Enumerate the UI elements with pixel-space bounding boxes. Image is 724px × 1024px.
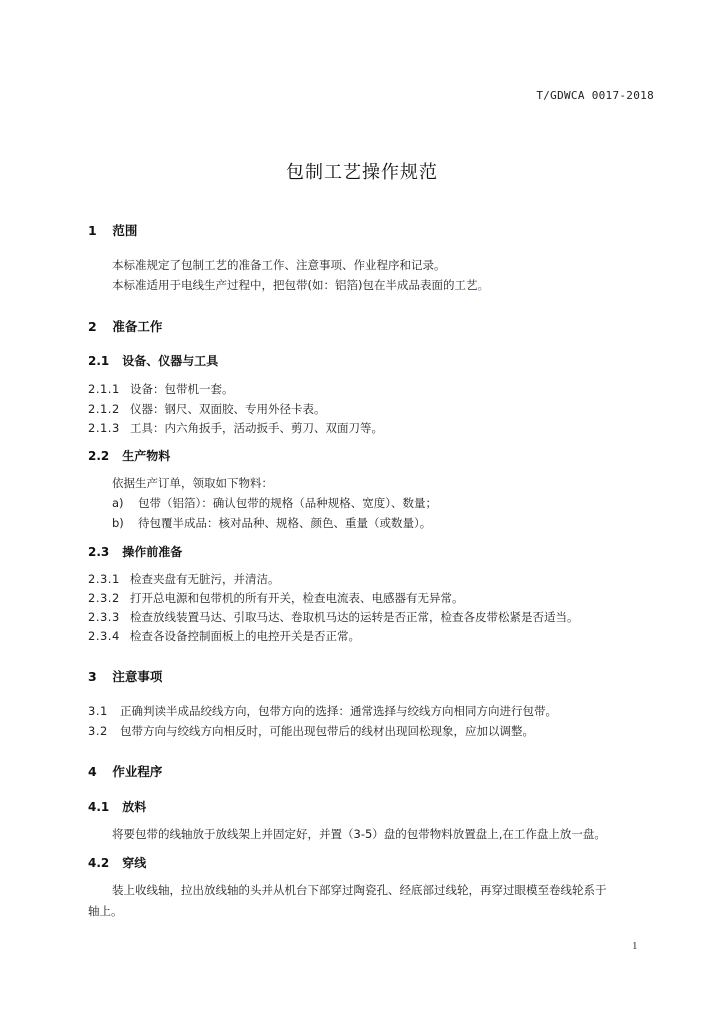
- section-number: 1: [88, 223, 97, 238]
- item-number: 3.2: [88, 724, 108, 738]
- list-item: [88, 420, 383, 436]
- document-id: T/GDWCA 0017-2018: [536, 89, 654, 102]
- section-1-heading: [88, 221, 137, 239]
- section-number: 2.1: [88, 354, 110, 368]
- list-item: [88, 609, 579, 625]
- section-1-paragraph-1: 本标准规定了包制工艺的准备工作、注意事项、作业程序和记录。: [112, 258, 446, 272]
- paragraph-text: 本标准适用于电线生产过程中，把包带(如：铝箔)包在半成品表面的工艺: [112, 278, 478, 292]
- paragraph-end-mark: 。: [477, 278, 489, 292]
- section-title: 注意事项: [112, 669, 163, 684]
- item-text: 工具：内六角扳手，活动扳手、剪刀、双面刀等。: [130, 421, 383, 435]
- section-2-heading: [88, 317, 162, 335]
- section-4-1-paragraph: 将要包带的线轴放于放线架上并固定好，并置（3-5）盘的包带物料放置盘上,在工作盘上放一盘。: [112, 827, 606, 841]
- section-4-1-heading: [88, 798, 146, 815]
- item-number: 3.1: [88, 704, 108, 718]
- document-title: 包制工艺操作规范: [286, 162, 438, 183]
- list-item: [88, 590, 464, 606]
- list-item: [88, 628, 360, 644]
- list-item: [112, 515, 431, 531]
- list-item: [88, 571, 280, 587]
- section-title: 范围: [112, 223, 138, 238]
- section-title: 设备、仪器与工具: [122, 354, 219, 368]
- section-number: 4.1: [88, 800, 110, 814]
- section-title: 准备工作: [112, 319, 163, 334]
- item-number: 2.1.1: [88, 382, 120, 396]
- item-text: 正确判读半成品绞线方向，包带方向的选择：通常选择与绞线方向相同方向进行包带。: [120, 704, 557, 718]
- section-4-2-paragraph-line-1: 装上收线轴，拉出放线轴的头并从机台下部穿过陶瓷孔、经底部过线轮，再穿过眼模至卷线轮系于: [112, 883, 607, 897]
- item-text: 检查夹盘有无脏污，并清洁。: [130, 572, 280, 586]
- item-text: 待包覆半成品：核对品种、规格、颜色、重量（或数量）。: [138, 516, 432, 530]
- list-item: [88, 703, 557, 719]
- section-2-1-heading: [88, 352, 218, 369]
- item-text: 检查各设备控制面板上的电控开关是否正常。: [130, 629, 360, 643]
- list-item: [88, 381, 234, 397]
- section-title: 放料: [122, 800, 147, 814]
- section-number: 2.2: [88, 449, 110, 463]
- section-title: 穿线: [122, 856, 147, 870]
- section-4-heading: [88, 762, 162, 780]
- item-text: 包带方向与绞线方向相反时，可能出现包带后的线材出现回松现象，应加以调整。: [120, 724, 534, 738]
- list-item: [112, 495, 437, 511]
- item-text: 打开总电源和包带机的所有开关，检查电流表、电感器有无异常。: [130, 591, 464, 605]
- list-item: [88, 723, 534, 739]
- page-number: 1: [632, 940, 638, 952]
- section-number: 2.3: [88, 545, 110, 559]
- section-4-2-paragraph-line-2: 轴上。: [88, 904, 123, 918]
- item-text: 设备：包带机一套。: [130, 382, 234, 396]
- item-number: 2.1.2: [88, 402, 120, 416]
- section-2-3-heading: [88, 543, 182, 560]
- item-text: 包带（铝箔）：确认包带的规格（品种规格、宽度）、数量；: [138, 496, 437, 510]
- item-marker: b): [112, 516, 124, 530]
- section-2-2-intro: 依据生产订单，领取如下物料：: [112, 476, 273, 490]
- section-3-heading: [88, 667, 162, 685]
- item-number: 2.3.4: [88, 629, 120, 643]
- section-title: 操作前准备: [122, 545, 183, 559]
- section-number: 4: [88, 764, 97, 779]
- section-number: 2: [88, 319, 97, 334]
- item-number: 2.3.2: [88, 591, 120, 605]
- section-2-2-heading: [88, 447, 170, 464]
- item-text: 检查放线装置马达、引取马达、卷取机马达的运转是否正常，检查各皮带松紧是否适当。: [130, 610, 579, 624]
- item-marker: a): [112, 496, 124, 510]
- item-number: 2.3.3: [88, 610, 120, 624]
- section-title: 作业程序: [112, 764, 163, 779]
- section-1-paragraph-2: [112, 277, 489, 293]
- list-item: [88, 401, 326, 417]
- item-number: 2.3.1: [88, 572, 120, 586]
- item-number: 2.1.3: [88, 421, 120, 435]
- item-text: 仪器：钢尺、双面胶、专用外径卡表。: [130, 402, 326, 416]
- section-title: 生产物料: [122, 449, 171, 463]
- section-number: 4.2: [88, 856, 110, 870]
- section-number: 3: [88, 669, 97, 684]
- section-4-2-heading: [88, 854, 146, 871]
